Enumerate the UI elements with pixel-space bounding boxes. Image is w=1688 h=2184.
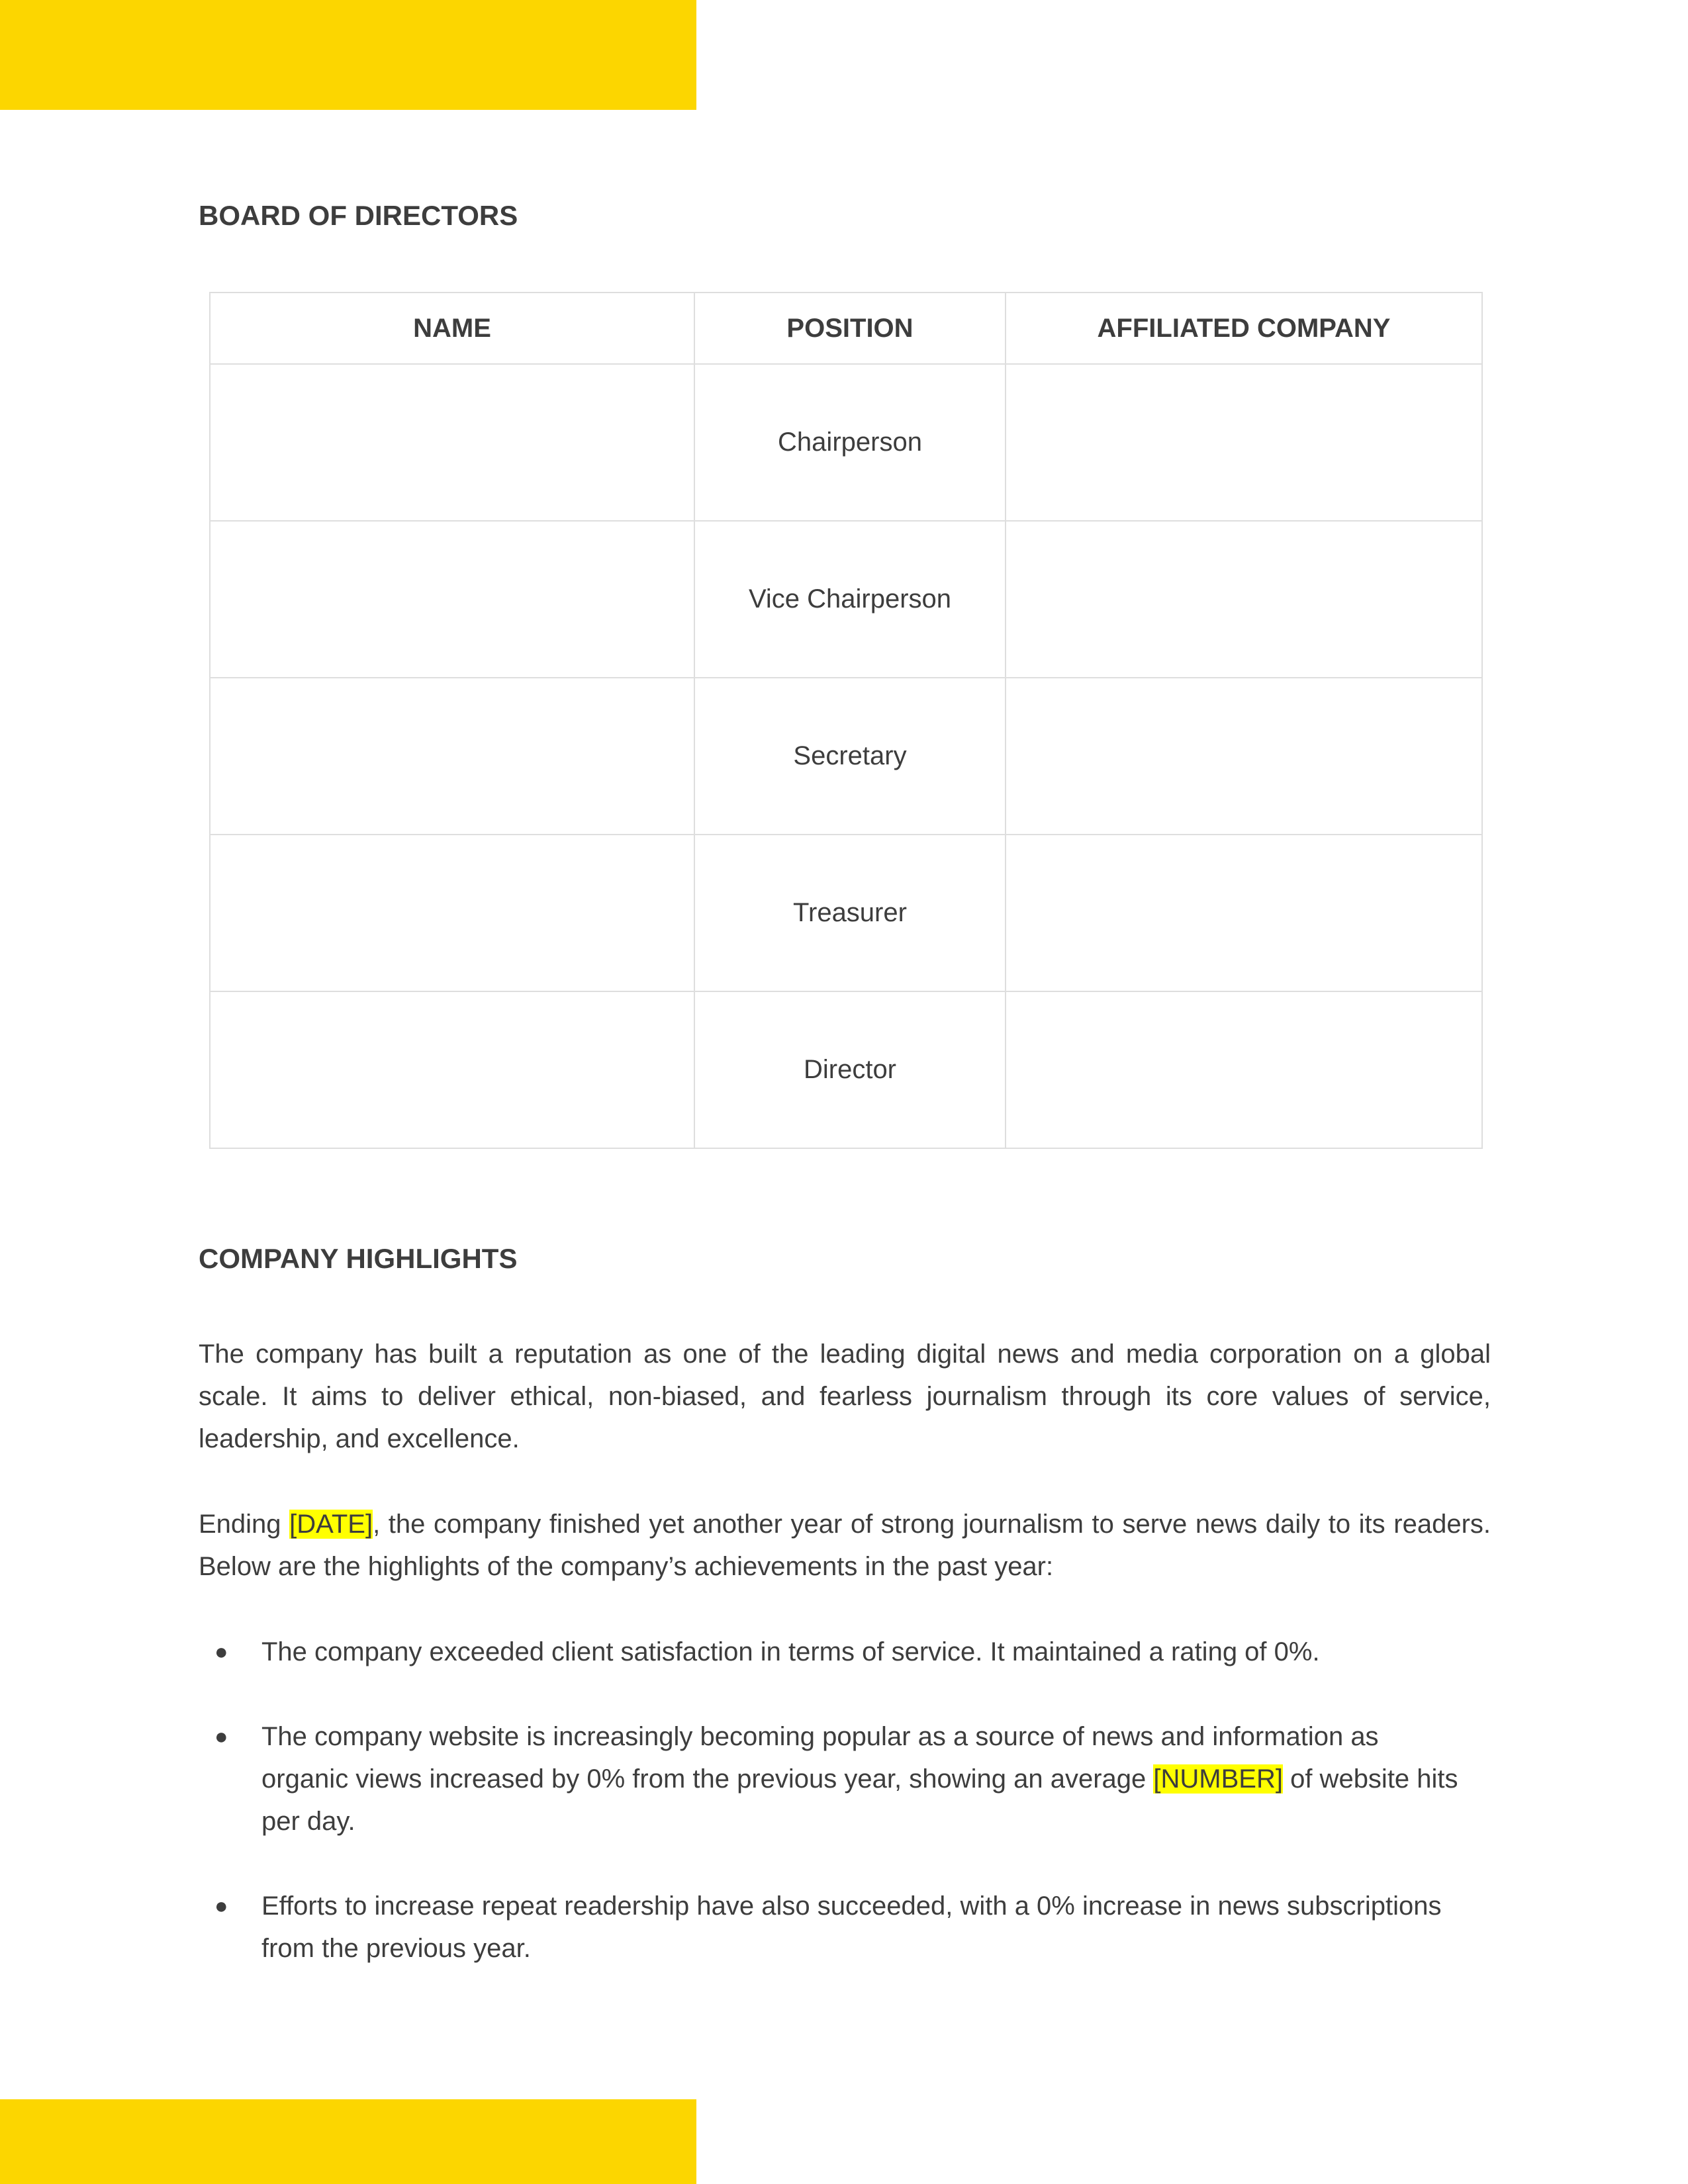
table-row — [210, 364, 1482, 521]
cell-company — [1006, 521, 1482, 678]
footer-accent-band — [0, 2099, 696, 2184]
cell-company — [1006, 364, 1482, 521]
cell-company — [1006, 835, 1482, 991]
board-table — [209, 292, 1483, 1149]
cell-name — [210, 991, 694, 1148]
table-header-row — [210, 293, 1482, 364]
list-item — [199, 1631, 1491, 1673]
cell-company — [1006, 991, 1482, 1148]
table-row — [210, 521, 1482, 678]
list-item — [199, 1885, 1491, 1970]
cell-name — [210, 835, 694, 991]
bullet-text: The company exceeded client satisfaction in terms of service. It maintained a rating of 0%. — [261, 1637, 1320, 1666]
cell-position: Vice Chairperson — [694, 521, 1006, 678]
board-heading: BOARD OF DIRECTORS — [199, 200, 518, 231]
cell-position: Treasurer — [694, 835, 1006, 991]
column-header-position: POSITION — [694, 293, 1006, 364]
bullet-text-suffix: of website hits per day. — [261, 1764, 1458, 1836]
highlights-list — [199, 1631, 1491, 2012]
list-item — [199, 1715, 1491, 1843]
bullet-icon: ● — [214, 1893, 228, 1919]
cell-name — [210, 678, 694, 835]
bullet-text: Efforts to increase repeat readership have also succeeded, with a 0% increase in news subscriptions from the previous year. — [261, 1891, 1442, 1963]
ending-paragraph — [199, 1503, 1491, 1588]
header-accent-band — [0, 0, 696, 110]
cell-position: Secretary — [694, 678, 1006, 835]
bullet-icon: ● — [214, 1639, 228, 1664]
bullet-text-prefix: The company website is increasingly becoming popular as a source of news and information as organic views increased by 0% from the previous year, showing an average — [261, 1722, 1379, 1794]
cell-position: Chairperson — [694, 364, 1006, 521]
table-row — [210, 835, 1482, 991]
highlights-heading: COMPANY HIGHLIGHTS — [199, 1243, 518, 1274]
cell-company — [1006, 678, 1482, 835]
column-header-company: AFFILIATED COMPANY — [1006, 293, 1482, 364]
column-header-name: NAME — [210, 293, 694, 364]
ending-prefix: Ending — [199, 1510, 290, 1539]
intro-paragraph: The company has built a reputation as one of the leading digital news and media corporation on a global scale. It aims to deliver ethical, non-biased, and fearless journalism through its core values of service, leadership, and excellence. — [199, 1340, 1491, 1453]
cell-name — [210, 364, 694, 521]
table-row — [210, 991, 1482, 1148]
date-placeholder: [DATE] — [289, 1510, 373, 1539]
number-placeholder: [NUMBER] — [1153, 1764, 1283, 1794]
bullet-icon: ● — [214, 1724, 228, 1749]
ending-suffix: , the company finished yet another year of strong journalism to serve news daily to its readers. Below are the highlights of the company’s achievements in the past year: — [199, 1510, 1491, 1581]
cell-name — [210, 521, 694, 678]
cell-position: Director — [694, 991, 1006, 1148]
table-row — [210, 678, 1482, 835]
